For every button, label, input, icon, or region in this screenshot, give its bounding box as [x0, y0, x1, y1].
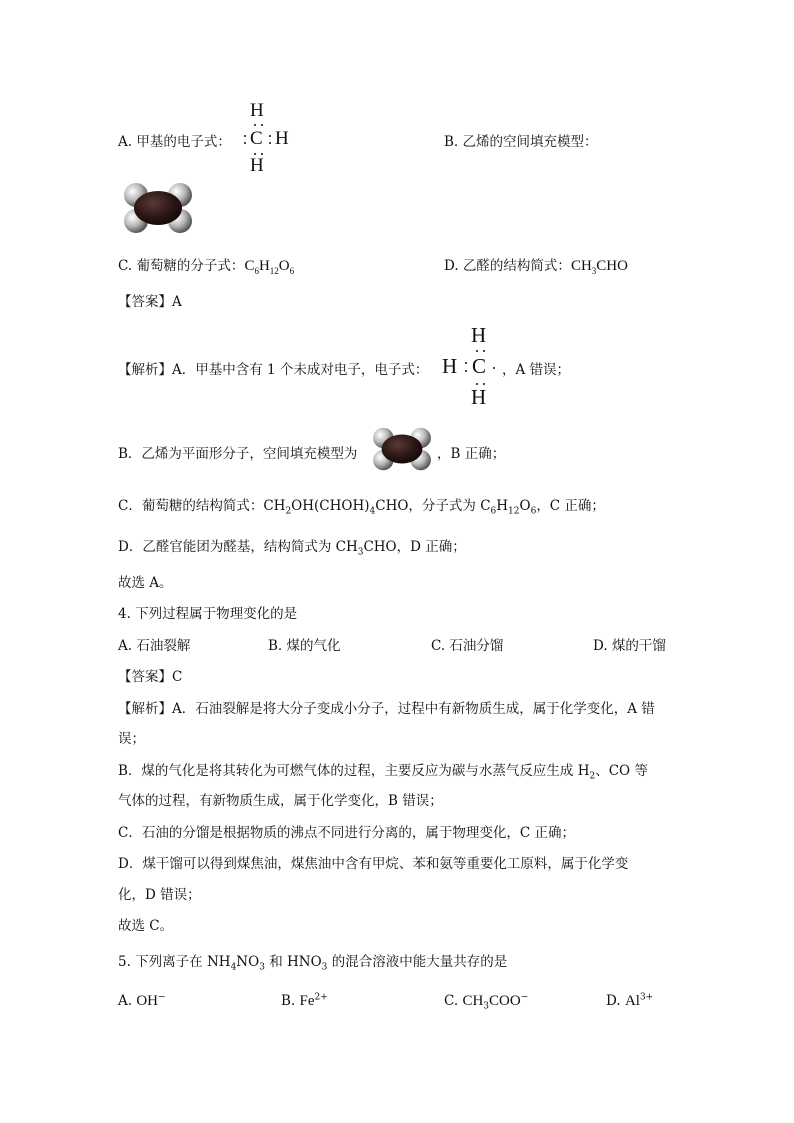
q4-answer: 【答案】C [118, 669, 183, 685]
q3-answer: 【答案】A [118, 294, 182, 310]
q4-option-c: C. 石油分馏 [431, 638, 504, 654]
q4-option-a: A. 石油裂解 [118, 638, 191, 654]
q3-analysis-b-tail: ，B 正确； [437, 446, 506, 462]
option-d-text: 乙醛的结构简式： [462, 258, 571, 274]
option-a: A. 甲基的电子式： [118, 134, 231, 150]
q3-analysis-c: C．葡萄糖的结构简式：$CH_2OH(CHOH)_4CHO$，分子式为 $C_6H_{12}O_6$，C 正确； [118, 498, 605, 517]
q3-analysis-a: 【解析】A．甲基中含有 1 个未成对电子，电子式： [118, 362, 429, 378]
q3-analysis-d: D．乙醛官能团为醛基，结构简式为 $CH_3CHO$，D 正确； [118, 539, 466, 558]
acetaldehyde-formula: $CH_3CHO$ [570, 258, 628, 276]
q3-analysis-b: B．乙烯为平面形分子，空间填充模型为 [118, 446, 358, 462]
q4-option-b: B. 煤的气化 [268, 638, 341, 654]
option-c: C. 葡萄糖的分子式：$C_6H_{12}O_6$ [118, 258, 295, 276]
q4-analysis-line: 误； [118, 731, 145, 747]
q5-option-c: C. $CH_3COO^-$ [444, 992, 529, 1012]
q4-analysis-line: B．煤的气化是将其转化为可燃气体的过程，主要反应为碳与水蒸气反应生成 $H_2$、CO 等 [118, 763, 648, 782]
option-a-text: 甲基的电子式： [136, 134, 231, 150]
q3-conclusion: 故选 A。 [118, 575, 173, 591]
option-b-text: 乙烯的空间填充模型： [462, 134, 598, 150]
q4-analysis-line: C．石油的分馏是根据物质的沸点不同进行分离的，属于物理变化，C 正确； [118, 825, 575, 841]
q4-analysis-line: 气体的过程，有新物质生成，属于化学变化，B 错误； [118, 793, 443, 809]
q5-option-a: A. OH− [118, 992, 166, 1009]
q4-analysis-line: 化，D 错误； [118, 887, 201, 903]
q5-stem: 5. 下列离子在 $NH_4NO_3$ 和 $HNO_3$ 的混合溶液中能大量共存的是 [118, 954, 508, 973]
q5-option-b: B. $Fe^{2+}$ [281, 992, 328, 1009]
ethylene-space-filling-model-icon [368, 425, 436, 473]
ethylene-space-filling-model-icon [118, 180, 198, 236]
methyl-electron-formula-large: H H C H [440, 325, 502, 409]
glucose-formula: $C_6H_{12}O_6$ [244, 258, 295, 276]
q4-analysis-line: 【解析】A．石油裂解是将大分子变成小分子，过程中有新物质生成，属于化学变化，A 错 [118, 701, 655, 717]
q4-option-d: D. 煤的干馏 [593, 638, 666, 654]
methyl-electron-formula-small: H C H H [240, 100, 296, 176]
option-d: D. 乙醛的结构简式：$CH_3CHO$ [444, 258, 628, 276]
q4-stem: 4. 下列过程属于物理变化的是 [118, 606, 298, 622]
q3-analysis-a-tail: ，A 错误； [502, 362, 571, 378]
q4-conclusion: 故选 C。 [118, 918, 174, 934]
option-b: B. 乙烯的空间填充模型： [444, 134, 598, 150]
option-c-text: 葡萄糖的分子式： [136, 258, 245, 274]
q5-option-d: D. $Al^{3+}$ [606, 992, 654, 1009]
q4-analysis-line: D．煤干馏可以得到煤焦油，煤焦油中含有甲烷、苯和氨等重要化工原料，属于化学变 [118, 856, 629, 872]
